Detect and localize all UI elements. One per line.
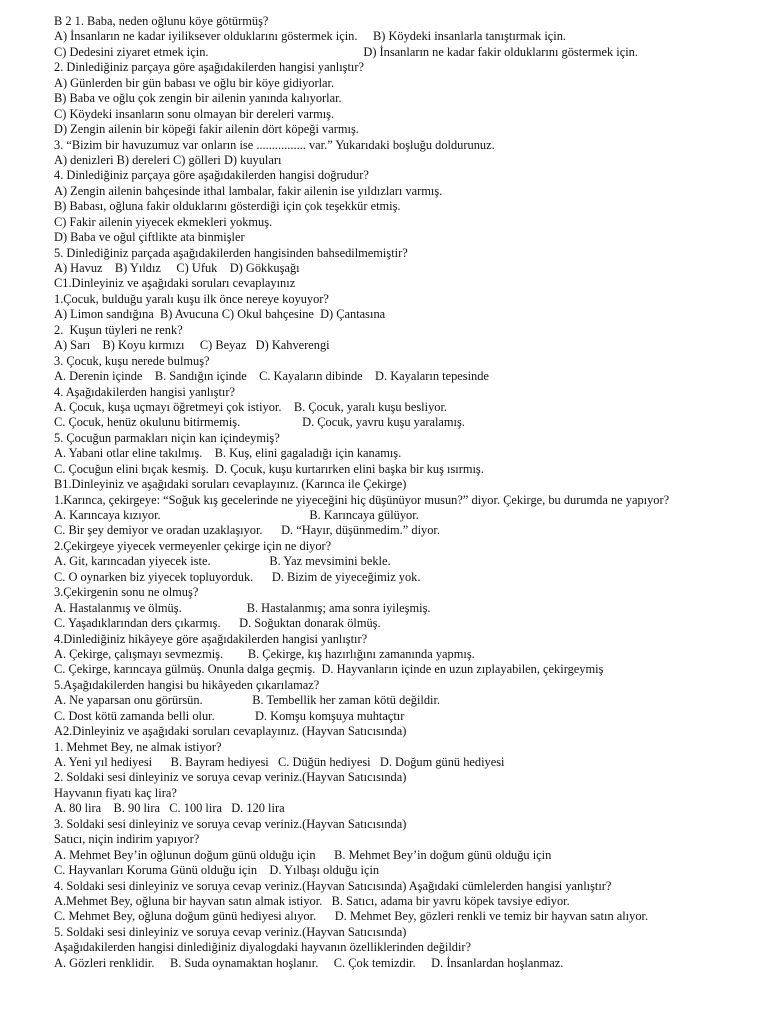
text-line: B) Babası, oğluna fakir olduklarını gösterdiği için çok teşekkür etmiş.	[54, 199, 401, 214]
text-line: C. Çocuk, henüz okulunu bitirmemiş. D. Çocuk, yavru kuşu yaralamış.	[54, 415, 465, 430]
text-line: 4. Soldaki sesi dinleyiniz ve soruya cevap veriniz.(Hayvan Satıcısında) Aşağıdaki cümlelerden hangisi yanlıştır?	[54, 878, 612, 893]
text-line: Aşağıdakilerden hangisi dinlediğiniz diyalogdaki hayvanın özelliklerinden değildir?	[54, 940, 472, 955]
text-line: D) Zengin ailenin bir köpeği fakir ailenin dört köpeği varmış.	[54, 122, 359, 137]
text-line: A. Yabani otlar eline takılmış. B. Kuş, elini gagaladığı için kanamış.	[54, 446, 402, 461]
text-line: 3. Çocuk, kuşu nerede bulmuş?	[54, 353, 210, 368]
text-line: A) Havuz B) Yıldız C) Ufuk D) Gökkuşağı	[54, 261, 300, 275]
text-line: 2. Soldaki sesi dinleyiniz ve soruya cevap veriniz.(Hayvan Satıcısında)	[54, 770, 407, 785]
text-line: 5. Çocuğun parmakları niçin kan içindeymiş?	[54, 430, 280, 445]
text-line: 2. Dinlediğiniz parçaya göre aşağıdakilerden hangisi yanlıştır?	[54, 60, 365, 75]
text-line: C. Dost kötü zamanda belli olur. D. Komşu komşuya muhtaçtır	[54, 708, 405, 723]
text-line: C. Çekirge, karıncaya gülmüş. Onunla dalga geçmiş. D. Hayvanların içinde en uzun zıplayabilen, çekirgeymiş	[54, 662, 604, 677]
worksheet-page	[54, 14, 760, 971]
text-line: C1.Dinleyiniz ve aşağıdaki soruları cevaplayınız	[54, 276, 296, 291]
text-line: A. Karıncaya kızıyor. B. Karıncaya gülüyor.	[54, 508, 419, 523]
text-line: C. Çocuğun elini bıçak kesmiş. D. Çocuk, kuşu kurtarırken elini başka bir kuş ısırmış.	[54, 461, 484, 476]
text-line: A. Yeni yıl hediyesi B. Bayram hediyesi C. Düğün hediyesi D. Doğum günü hediyesi	[54, 755, 505, 770]
text-line: 1. Mehmet Bey, ne almak istiyor?	[54, 739, 222, 754]
text-line: A. Çekirge, çalışmayı sevmezmiş. B. Çekirge, kış hazırlığını zamanında yapmış.	[54, 646, 475, 661]
text-line: A.Mehmet Bey, oğluna bir hayvan satın almak istiyor. B. Satıcı, adama bir yavru köpek tavsiye ediyor.	[54, 893, 570, 908]
text-line: 3. “Bizim bir havuzumuz var onların ise ................ var.” Yukarıdaki boşluğu doldurunuz.	[54, 137, 495, 152]
text-line: 3.Çekirgenin sonu ne olmuş?	[54, 585, 199, 600]
text-line: C) Dedesini ziyaret etmek için. D) İnsanların ne kadar fakir olduklarını göstermek için.	[54, 44, 638, 59]
text-line: A. Git, karıncadan yiyecek iste. B. Yaz mevsimini bekle.	[54, 554, 391, 569]
text-line: 3. Soldaki sesi dinleyiniz ve soruya cevap veriniz.(Hayvan Satıcısında)	[54, 816, 407, 831]
text-line: A. Mehmet Bey’in oğlunun doğum günü olduğu için B. Mehmet Bey’in doğum günü olduğu için	[54, 847, 552, 862]
text-line: B1.Dinleyiniz ve aşağıdaki soruları cevaplayınız. (Karınca ile Çekirge)	[54, 477, 407, 492]
text-line: 4.Dinlediğiniz hikâyeye göre aşağıdakilerden hangisi yanlıştır?	[54, 631, 368, 646]
text-line: C. Yaşadıklarından ders çıkarmış. D. Soğuktan donarak ölmüş.	[54, 616, 381, 631]
text-line: Hayvanın fiyatı kaç lira?	[54, 785, 177, 800]
text-line: 1.Çocuk, bulduğu yaralı kuşu ilk önce nereye koyuyor?	[54, 291, 329, 306]
text-line: D) Baba ve oğul çiftlikte ata binmişler	[54, 230, 245, 245]
text-line: 2.Çekirgeye yiyecek vermeyenler çekirge için ne diyor?	[54, 538, 332, 553]
text-line: C. O oynarken biz yiyecek topluyorduk. D. Bizim de yiyeceğimiz yok.	[54, 569, 421, 584]
text-line: 5. Dinlediğiniz parçada aşağıdakilerden hangisinden bahsedilmemiştir?	[54, 245, 408, 260]
text-line: 4. Aşağıdakilerden hangisi yanlıştır?	[54, 384, 236, 399]
text-line: C. Hayvanları Koruma Günü olduğu için D. Yılbaşı olduğu için	[54, 863, 380, 878]
text-line: A. Derenin içinde B. Sandığın içinde C. Kayaların dibinde D. Kayaların tepesinde	[54, 369, 489, 384]
text-line: C) Köydeki insanların sonu olmayan bir dereleri varmış.	[54, 106, 335, 121]
text-line: C. Mehmet Bey, oğluna doğum günü hediyesi alıyor. D. Mehmet Bey, gözleri renkli ve temiz bir hayvan satın alıyor.	[54, 909, 649, 924]
text-line: A. Gözleri renklidir. B. Suda oynamaktan hoşlanır. C. Çok temizdir. D. İnsanlardan hoşlanmaz.	[54, 955, 564, 970]
text-line: A. Ne yaparsan onu görürsün. B. Tembellik her zaman kötü değildir.	[54, 693, 441, 708]
text-line: A) İnsanların ne kadar iyiliksever olduklarını göstermek için. B) Köydeki insanlarla tanıştırmak için.	[54, 29, 567, 44]
text-line: B) Baba ve oğlu çok zengin bir ailenin yanında kalıyorlar.	[54, 91, 342, 106]
text-line: 5. Soldaki sesi dinleyiniz ve soruya cevap veriniz.(Hayvan Satıcısında)	[54, 924, 407, 939]
text-line: 2. Kuşun tüyleri ne renk?	[54, 322, 183, 337]
text-line: B 2 1. Baba, neden oğlunu köye götürmüş?	[54, 14, 269, 28]
text-line: A) Sarı B) Koyu kırmızı C) Beyaz D) Kahverengi	[54, 338, 330, 353]
text-line: C) Fakir ailenin yiyecek ekmekleri yokmuş.	[54, 214, 273, 229]
text-line: A. 80 lira B. 90 lira C. 100 lira D. 120 lira	[54, 801, 285, 816]
text-line: A. Çocuk, kuşa uçmayı öğretmeyi çok istiyor. B. Çocuk, yaralı kuşu besliyor.	[54, 399, 448, 414]
text-line: 5.Aşağıdakilerden hangisi bu hikâyeden çıkarılamaz?	[54, 677, 320, 692]
text-line: A) Zengin ailenin bahçesinde ithal lambalar, fakir ailenin ise yıldızları varmış.	[54, 183, 443, 198]
text-line: A. Hastalanmış ve ölmüş. B. Hastalanmış; ama sonra iyileşmiş.	[54, 600, 431, 615]
text-line: A) Limon sandığına B) Avucuna C) Okul bahçesine D) Çantasına	[54, 307, 386, 322]
text-line: Satıcı, niçin indirim yapıyor?	[54, 832, 200, 847]
text-line: C. Bir şey demiyor ve oradan uzaklaşıyor. D. “Hayır, düşünmedim.” diyor.	[54, 523, 440, 538]
text-line: A) denizleri B) dereleri C) gölleri D) kuyuları	[54, 152, 282, 167]
text-line: A) Günlerden bir gün babası ve oğlu bir köye gidiyorlar.	[54, 75, 335, 90]
text-line: 4. Dinlediğiniz parçaya göre aşağıdakilerden hangisi doğrudur?	[54, 168, 369, 183]
text-line: A2.Dinleyiniz ve aşağıdaki soruları cevaplayınız. (Hayvan Satıcısında)	[54, 724, 407, 739]
text-line: 1.Karınca, çekirgeye: “Soğuk kış gecelerinde ne yiyeceğini hiç düşünüyor musun?” diyor. Çekirge, bu durumda ne yapıyor?	[54, 492, 670, 507]
